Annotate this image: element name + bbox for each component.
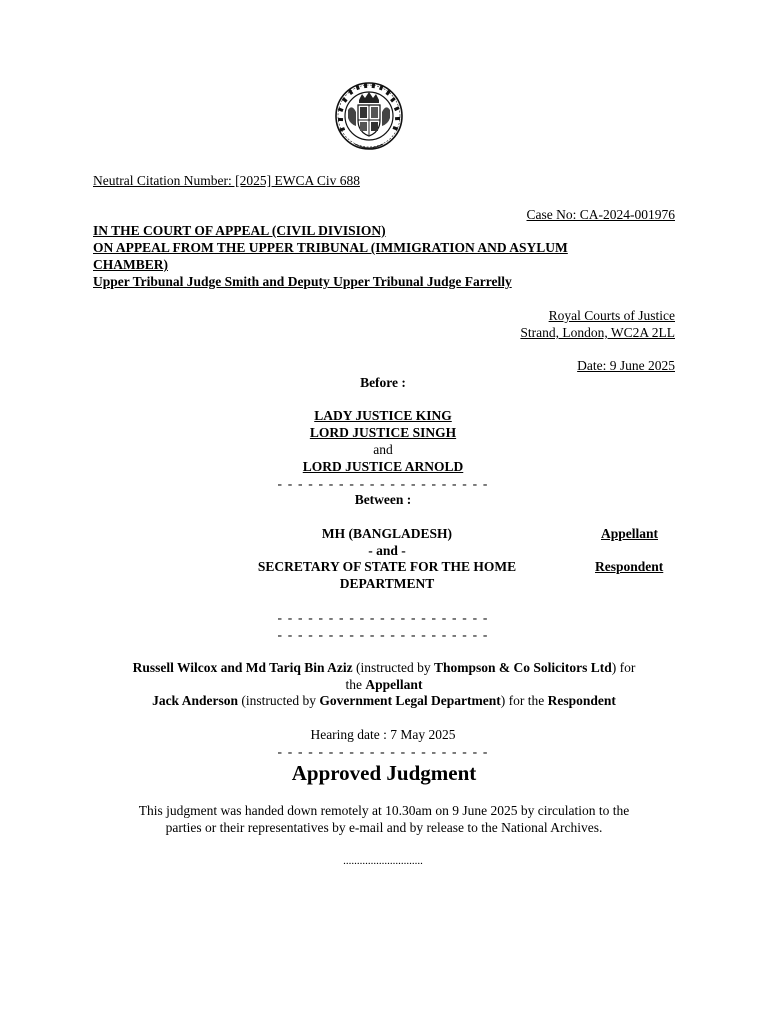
- notice-line-1: This judgment was handed down remotely at 10.30am on 9 June 2025 by circulation to the: [138, 803, 630, 818]
- appellant-solicitors: Thompson & Co Solicitors Ltd: [434, 660, 612, 675]
- respondent-name-line-1: SECRETARY OF STATE FOR THE HOME: [257, 559, 517, 574]
- bench-judge-3: [233, 458, 533, 475]
- counsel-line-1: [84, 659, 684, 676]
- bench-judge-2: [233, 424, 533, 441]
- judge-name: LADY JUSTICE KING: [314, 408, 452, 423]
- separator-line: - - - - - - - - - - - - - - - - - - - - -: [277, 476, 489, 491]
- counsel-line-2: [84, 676, 684, 693]
- judgment-title: Approved Judgment: [291, 761, 477, 785]
- judge-name: LORD JUSTICE ARNOLD: [302, 459, 464, 474]
- separator-line: - - - - - - - - - - - - - - - - - - - - -: [277, 610, 489, 625]
- neutral-citation: Neutral Citation Number: [2025] EWCA Civ 688: [93, 173, 360, 188]
- court-line-2: ON APPEAL FROM THE UPPER TRIBUNAL (IMMIGRATION AND ASYLUM: [93, 240, 568, 255]
- dotted-line: .............................: [343, 855, 423, 867]
- judge-name: LORD JUSTICE SINGH: [309, 425, 457, 440]
- royal-courts-seal-icon: [335, 64, 403, 154]
- for-text: ) for: [611, 660, 636, 675]
- notice-line-2: parties or their representatives by e-mail and by release to the National Archives.: [165, 820, 603, 835]
- counsel-line-3: [84, 692, 684, 709]
- respondent-word: Respondent: [547, 693, 616, 708]
- hearing-date: Hearing date : 7 May 2025: [310, 727, 456, 742]
- before-label: Before :: [360, 375, 406, 390]
- bench-judge-1: [233, 407, 533, 424]
- separator-line: - - - - - - - - - - - - - - - - - - - - -: [277, 627, 489, 642]
- respondent-counsel: Jack Anderson: [152, 693, 238, 708]
- judges-below: Upper Tribunal Judge Smith and Deputy Upper Tribunal Judge Farrelly: [93, 274, 512, 289]
- venue-line-2: Strand, London, WC2A 2LL: [520, 325, 675, 340]
- court-line-1: IN THE COURT OF APPEAL (CIVIL DIVISION): [93, 223, 386, 238]
- and-separator: - and -: [368, 543, 406, 558]
- instructed-by-text: (instructed by: [352, 660, 434, 675]
- case-number: Case No: CA-2024-001976: [526, 207, 675, 222]
- court-line-3: CHAMBER): [93, 257, 168, 272]
- appellant-word: Appellant: [365, 677, 423, 692]
- bench-and: and: [373, 442, 393, 457]
- instructed-by-text: (instructed by: [237, 693, 320, 708]
- for-the-text: ) for the: [500, 693, 548, 708]
- the-text: the: [345, 677, 366, 692]
- respondent-name: [228, 558, 546, 592]
- respondent-role: Respondent: [595, 559, 664, 574]
- respondent-solicitors: Government Legal Department: [319, 693, 501, 708]
- separator-line: - - - - - - - - - - - - - - - - - - - - -: [277, 744, 489, 759]
- respondent-name-line-2: DEPARTMENT: [339, 576, 435, 591]
- appellant-name: MH (BANGLADESH): [321, 526, 453, 541]
- judgment-date: Date: 9 June 2025: [577, 358, 675, 373]
- appellant-counsel: Russell Wilcox and Md Tariq Bin Aziz: [132, 660, 353, 675]
- between-label: Between :: [354, 492, 412, 507]
- venue-line-1: Royal Courts of Justice: [548, 308, 675, 323]
- appellant-role: Appellant: [601, 526, 659, 541]
